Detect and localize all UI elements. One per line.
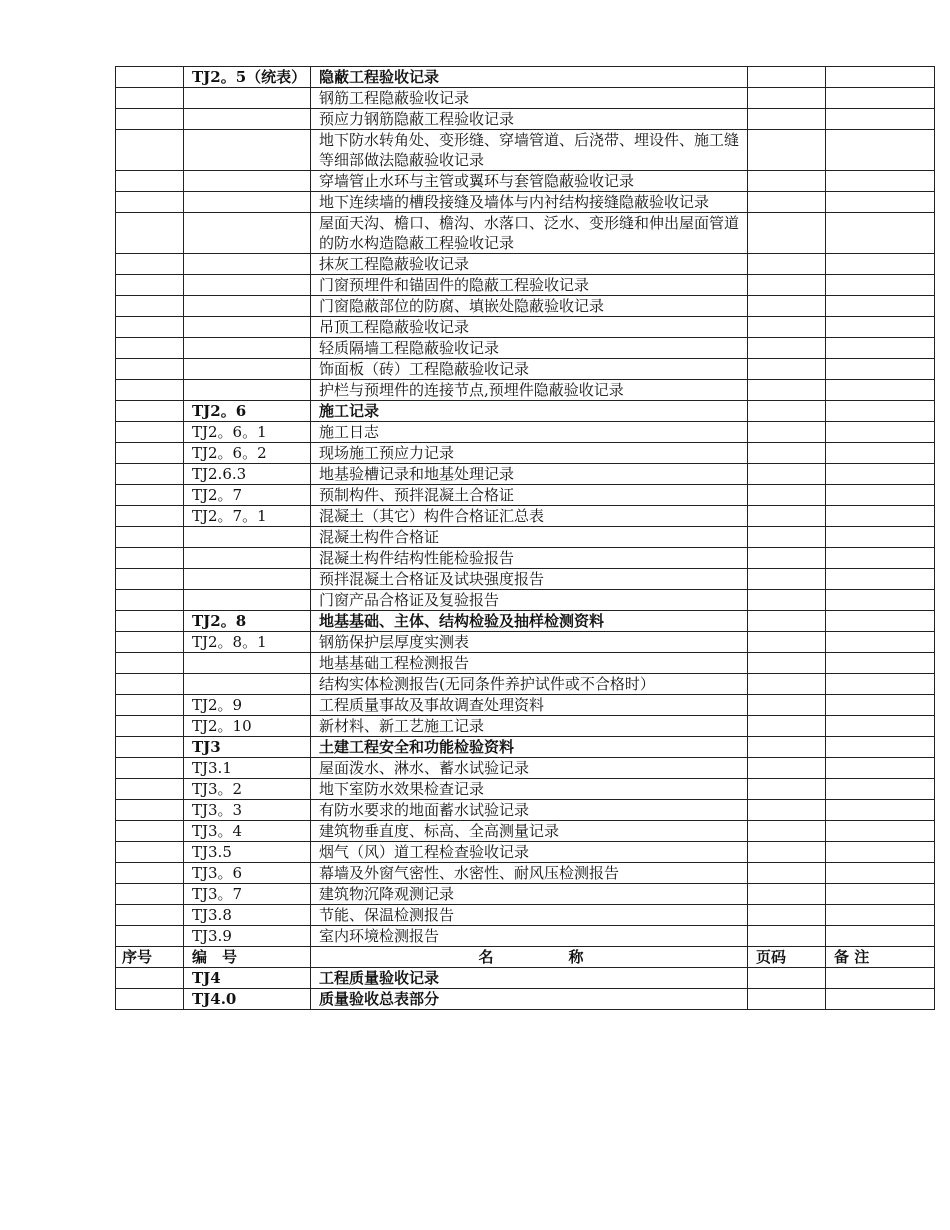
code-cell [184, 296, 311, 317]
page-cell [748, 296, 826, 317]
code-cell: TJ2。6 [184, 401, 311, 422]
note-cell [826, 464, 935, 485]
name-cell: 施工日志 [311, 422, 748, 443]
table-row [116, 863, 935, 884]
table-row [116, 359, 935, 380]
name-cell: 门窗产品合格证及复验报告 [311, 590, 748, 611]
name-cell: 烟气（风）道工程检查验收记录 [311, 842, 748, 863]
seq-cell [116, 338, 184, 359]
seq-cell [116, 275, 184, 296]
page-cell [748, 359, 826, 380]
page-cell [748, 485, 826, 506]
code-cell [184, 192, 311, 213]
note-cell [826, 485, 935, 506]
note-cell [826, 674, 935, 695]
code-cell [184, 653, 311, 674]
code-cell: TJ3。6 [184, 863, 311, 884]
page-cell [748, 821, 826, 842]
page-cell [748, 989, 826, 1010]
table-row [116, 109, 935, 130]
page-cell [748, 695, 826, 716]
table-row [116, 905, 935, 926]
code-cell: TJ2。7 [184, 485, 311, 506]
note-cell [826, 611, 935, 632]
name-cell: 混凝土构件合格证 [311, 527, 748, 548]
name-cell: 屋面天沟、檐口、檐沟、水落口、泛水、变形缝和伸出屋面管道的防水构造隐蔽工程验收记录 [311, 213, 748, 254]
seq-cell [116, 67, 184, 88]
page-cell: 页码 [748, 947, 826, 968]
note-cell [826, 317, 935, 338]
seq-cell [116, 317, 184, 338]
seq-cell [116, 758, 184, 779]
code-cell [184, 275, 311, 296]
seq-cell [116, 884, 184, 905]
seq-cell [116, 926, 184, 947]
note-cell [826, 737, 935, 758]
page-cell [748, 130, 826, 171]
page-cell [748, 171, 826, 192]
code-cell [184, 171, 311, 192]
note-cell [826, 88, 935, 109]
name-cell: 预拌混凝土合格证及试块强度报告 [311, 569, 748, 590]
name-cell: 门窗隐蔽部位的防腐、填嵌处隐蔽验收记录 [311, 296, 748, 317]
code-cell [184, 548, 311, 569]
note-cell [826, 590, 935, 611]
note-cell [826, 926, 935, 947]
code-cell [184, 380, 311, 401]
name-cell: 节能、保温检测报告 [311, 905, 748, 926]
page-cell [748, 380, 826, 401]
seq-cell [116, 422, 184, 443]
note-cell [826, 779, 935, 800]
page-cell [748, 88, 826, 109]
name-cell: 名 称 [311, 947, 748, 968]
table-header-row [116, 947, 935, 968]
code-cell: TJ2。5（统表） [184, 67, 311, 88]
table-row [116, 548, 935, 569]
table-row [116, 926, 935, 947]
page-cell [748, 213, 826, 254]
note-cell [826, 401, 935, 422]
seq-cell [116, 296, 184, 317]
page-cell [748, 800, 826, 821]
name-cell: 工程质量事故及事故调查处理资料 [311, 695, 748, 716]
table-row [116, 695, 935, 716]
table-row [116, 464, 935, 485]
seq-cell [116, 130, 184, 171]
note-cell [826, 548, 935, 569]
note-cell [826, 338, 935, 359]
note-cell [826, 653, 935, 674]
name-cell: 建筑物垂直度、标高、全高测量记录 [311, 821, 748, 842]
page-cell [748, 317, 826, 338]
name-cell: 预应力钢筋隐蔽工程验收记录 [311, 109, 748, 130]
table-row [116, 213, 935, 254]
page-cell [748, 464, 826, 485]
code-cell [184, 130, 311, 171]
code-cell: 编 号 [184, 947, 311, 968]
name-cell: 施工记录 [311, 401, 748, 422]
seq-cell [116, 779, 184, 800]
note-cell [826, 989, 935, 1010]
page-cell [748, 109, 826, 130]
name-cell: 饰面板（砖）工程隐蔽验收记录 [311, 359, 748, 380]
note-cell [826, 443, 935, 464]
seq-cell [116, 611, 184, 632]
seq-cell [116, 254, 184, 275]
seq-cell [116, 821, 184, 842]
code-cell: TJ2。6。2 [184, 443, 311, 464]
page-cell [748, 968, 826, 989]
seq-cell [116, 569, 184, 590]
code-cell: TJ3 [184, 737, 311, 758]
code-cell: TJ3.1 [184, 758, 311, 779]
table-row [116, 527, 935, 548]
page-cell [748, 737, 826, 758]
note-cell [826, 254, 935, 275]
page-cell [748, 716, 826, 737]
page-cell [748, 569, 826, 590]
page-cell [748, 192, 826, 213]
table-row [116, 506, 935, 527]
seq-cell [116, 674, 184, 695]
name-cell: 护栏与预埋件的连接节点,预埋件隐蔽验收记录 [311, 380, 748, 401]
code-cell: TJ3.9 [184, 926, 311, 947]
note-cell [826, 275, 935, 296]
page-cell [748, 590, 826, 611]
seq-cell [116, 109, 184, 130]
page-cell [748, 506, 826, 527]
note-cell [826, 422, 935, 443]
name-cell: 混凝土（其它）构件合格证汇总表 [311, 506, 748, 527]
table-row [116, 254, 935, 275]
seq-cell [116, 842, 184, 863]
code-cell: TJ3。3 [184, 800, 311, 821]
table-body [116, 67, 935, 1010]
note-cell [826, 109, 935, 130]
note-cell [826, 359, 935, 380]
code-cell [184, 569, 311, 590]
name-cell: 轻质隔墙工程隐蔽验收记录 [311, 338, 748, 359]
code-cell: TJ2。7。1 [184, 506, 311, 527]
table-row [116, 989, 935, 1010]
seq-cell [116, 737, 184, 758]
name-cell: 预制构件、预拌混凝土合格证 [311, 485, 748, 506]
page-cell [748, 401, 826, 422]
name-cell: 隐蔽工程验收记录 [311, 67, 748, 88]
name-cell: 钢筋保护层厚度实测表 [311, 632, 748, 653]
code-cell: TJ2。6。1 [184, 422, 311, 443]
code-cell [184, 590, 311, 611]
table-row [116, 443, 935, 464]
code-cell: TJ4 [184, 968, 311, 989]
page-cell [748, 905, 826, 926]
code-cell [184, 527, 311, 548]
code-cell [184, 213, 311, 254]
table-row [116, 422, 935, 443]
code-cell: TJ2。9 [184, 695, 311, 716]
seq-cell [116, 506, 184, 527]
page-cell [748, 758, 826, 779]
name-cell: 地下连续墙的槽段接缝及墙体与内衬结构接缝隐蔽验收记录 [311, 192, 748, 213]
code-cell: TJ3。7 [184, 884, 311, 905]
code-cell [184, 338, 311, 359]
page-cell [748, 443, 826, 464]
table-row [116, 737, 935, 758]
seq-cell [116, 653, 184, 674]
seq-cell [116, 716, 184, 737]
table-row [116, 192, 935, 213]
table-row [116, 716, 935, 737]
name-cell: 地基验槽记录和地基处理记录 [311, 464, 748, 485]
seq-cell [116, 590, 184, 611]
seq-cell [116, 380, 184, 401]
name-cell: 幕墙及外窗气密性、水密性、耐风压检测报告 [311, 863, 748, 884]
table-row [116, 758, 935, 779]
code-cell: TJ4.0 [184, 989, 311, 1010]
note-cell: 备 注 [826, 947, 935, 968]
name-cell: 吊顶工程隐蔽验收记录 [311, 317, 748, 338]
note-cell [826, 506, 935, 527]
page-cell [748, 67, 826, 88]
page-cell [748, 275, 826, 296]
code-cell: TJ2。10 [184, 716, 311, 737]
name-cell: 有防水要求的地面蓄水试验记录 [311, 800, 748, 821]
seq-cell [116, 905, 184, 926]
seq-cell [116, 863, 184, 884]
page-cell [748, 884, 826, 905]
name-cell: 地基基础工程检测报告 [311, 653, 748, 674]
document-table [115, 66, 935, 1010]
note-cell [826, 842, 935, 863]
table-row [116, 338, 935, 359]
code-cell: TJ3.8 [184, 905, 311, 926]
seq-cell [116, 968, 184, 989]
seq-cell [116, 800, 184, 821]
code-cell: TJ2。8 [184, 611, 311, 632]
name-cell: 质量验收总表部分 [311, 989, 748, 1010]
table-row [116, 296, 935, 317]
code-cell [184, 674, 311, 695]
table-row [116, 67, 935, 88]
seq-cell [116, 213, 184, 254]
note-cell [826, 192, 935, 213]
name-cell: 钢筋工程隐蔽验收记录 [311, 88, 748, 109]
page-cell [748, 842, 826, 863]
name-cell: 地下防水转角处、变形缝、穿墙管道、后浇带、埋设件、施工缝等细部做法隐蔽验收记录 [311, 130, 748, 171]
note-cell [826, 380, 935, 401]
code-cell [184, 317, 311, 338]
page-cell [748, 653, 826, 674]
page-cell [748, 527, 826, 548]
table-row [116, 653, 935, 674]
code-cell: TJ2。8。1 [184, 632, 311, 653]
name-cell: 穿墙管止水环与主管或翼环与套管隐蔽验收记录 [311, 171, 748, 192]
note-cell [826, 905, 935, 926]
table-row [116, 130, 935, 171]
note-cell [826, 884, 935, 905]
name-cell: 抹灰工程隐蔽验收记录 [311, 254, 748, 275]
note-cell [826, 863, 935, 884]
name-cell: 现场施工预应力记录 [311, 443, 748, 464]
page-cell [748, 779, 826, 800]
seq-cell [116, 359, 184, 380]
table-row [116, 968, 935, 989]
table-row [116, 317, 935, 338]
page-cell [748, 674, 826, 695]
table-row [116, 842, 935, 863]
code-cell [184, 359, 311, 380]
note-cell [826, 821, 935, 842]
code-cell [184, 88, 311, 109]
name-cell: 门窗预埋件和锚固件的隐蔽工程验收记录 [311, 275, 748, 296]
note-cell [826, 758, 935, 779]
name-cell: 建筑物沉降观测记录 [311, 884, 748, 905]
name-cell: 土建工程安全和功能检验资料 [311, 737, 748, 758]
note-cell [826, 67, 935, 88]
note-cell [826, 130, 935, 171]
table-row [116, 88, 935, 109]
name-cell: 地下室防水效果检查记录 [311, 779, 748, 800]
table-row [116, 884, 935, 905]
code-cell: TJ3.5 [184, 842, 311, 863]
note-cell [826, 296, 935, 317]
note-cell [826, 213, 935, 254]
note-cell [826, 695, 935, 716]
page-cell [748, 863, 826, 884]
page-cell [748, 632, 826, 653]
name-cell: 室内环境检测报告 [311, 926, 748, 947]
table-row [116, 590, 935, 611]
page-cell [748, 422, 826, 443]
seq-cell: 序号 [116, 947, 184, 968]
seq-cell [116, 192, 184, 213]
seq-cell [116, 401, 184, 422]
name-cell: 工程质量验收记录 [311, 968, 748, 989]
note-cell [826, 171, 935, 192]
code-cell: TJ3。2 [184, 779, 311, 800]
table-row [116, 569, 935, 590]
table-row [116, 632, 935, 653]
seq-cell [116, 989, 184, 1010]
name-cell: 屋面泼水、淋水、蓄水试验记录 [311, 758, 748, 779]
code-cell: TJ2.6.3 [184, 464, 311, 485]
seq-cell [116, 485, 184, 506]
name-cell: 结构实体检测报告(无同条件养护试件或不合格时） [311, 674, 748, 695]
name-cell: 地基基础、主体、结构检验及抽样检测资料 [311, 611, 748, 632]
table-row [116, 800, 935, 821]
code-cell [184, 254, 311, 275]
page-cell [748, 548, 826, 569]
seq-cell [116, 88, 184, 109]
table-row [116, 275, 935, 296]
note-cell [826, 569, 935, 590]
note-cell [826, 968, 935, 989]
code-cell: TJ3。4 [184, 821, 311, 842]
seq-cell [116, 695, 184, 716]
table-row [116, 485, 935, 506]
table-row [116, 611, 935, 632]
note-cell [826, 716, 935, 737]
seq-cell [116, 527, 184, 548]
table-row [116, 674, 935, 695]
name-cell: 混凝土构件结构性能检验报告 [311, 548, 748, 569]
table-row [116, 380, 935, 401]
seq-cell [116, 548, 184, 569]
seq-cell [116, 632, 184, 653]
table-row [116, 821, 935, 842]
seq-cell [116, 464, 184, 485]
code-cell [184, 109, 311, 130]
page-cell [748, 611, 826, 632]
table-row [116, 171, 935, 192]
seq-cell [116, 443, 184, 464]
note-cell [826, 527, 935, 548]
page-cell [748, 254, 826, 275]
note-cell [826, 800, 935, 821]
seq-cell [116, 171, 184, 192]
page-cell [748, 338, 826, 359]
note-cell [826, 632, 935, 653]
table-row [116, 401, 935, 422]
page-cell [748, 926, 826, 947]
table-row [116, 779, 935, 800]
name-cell: 新材料、新工艺施工记录 [311, 716, 748, 737]
